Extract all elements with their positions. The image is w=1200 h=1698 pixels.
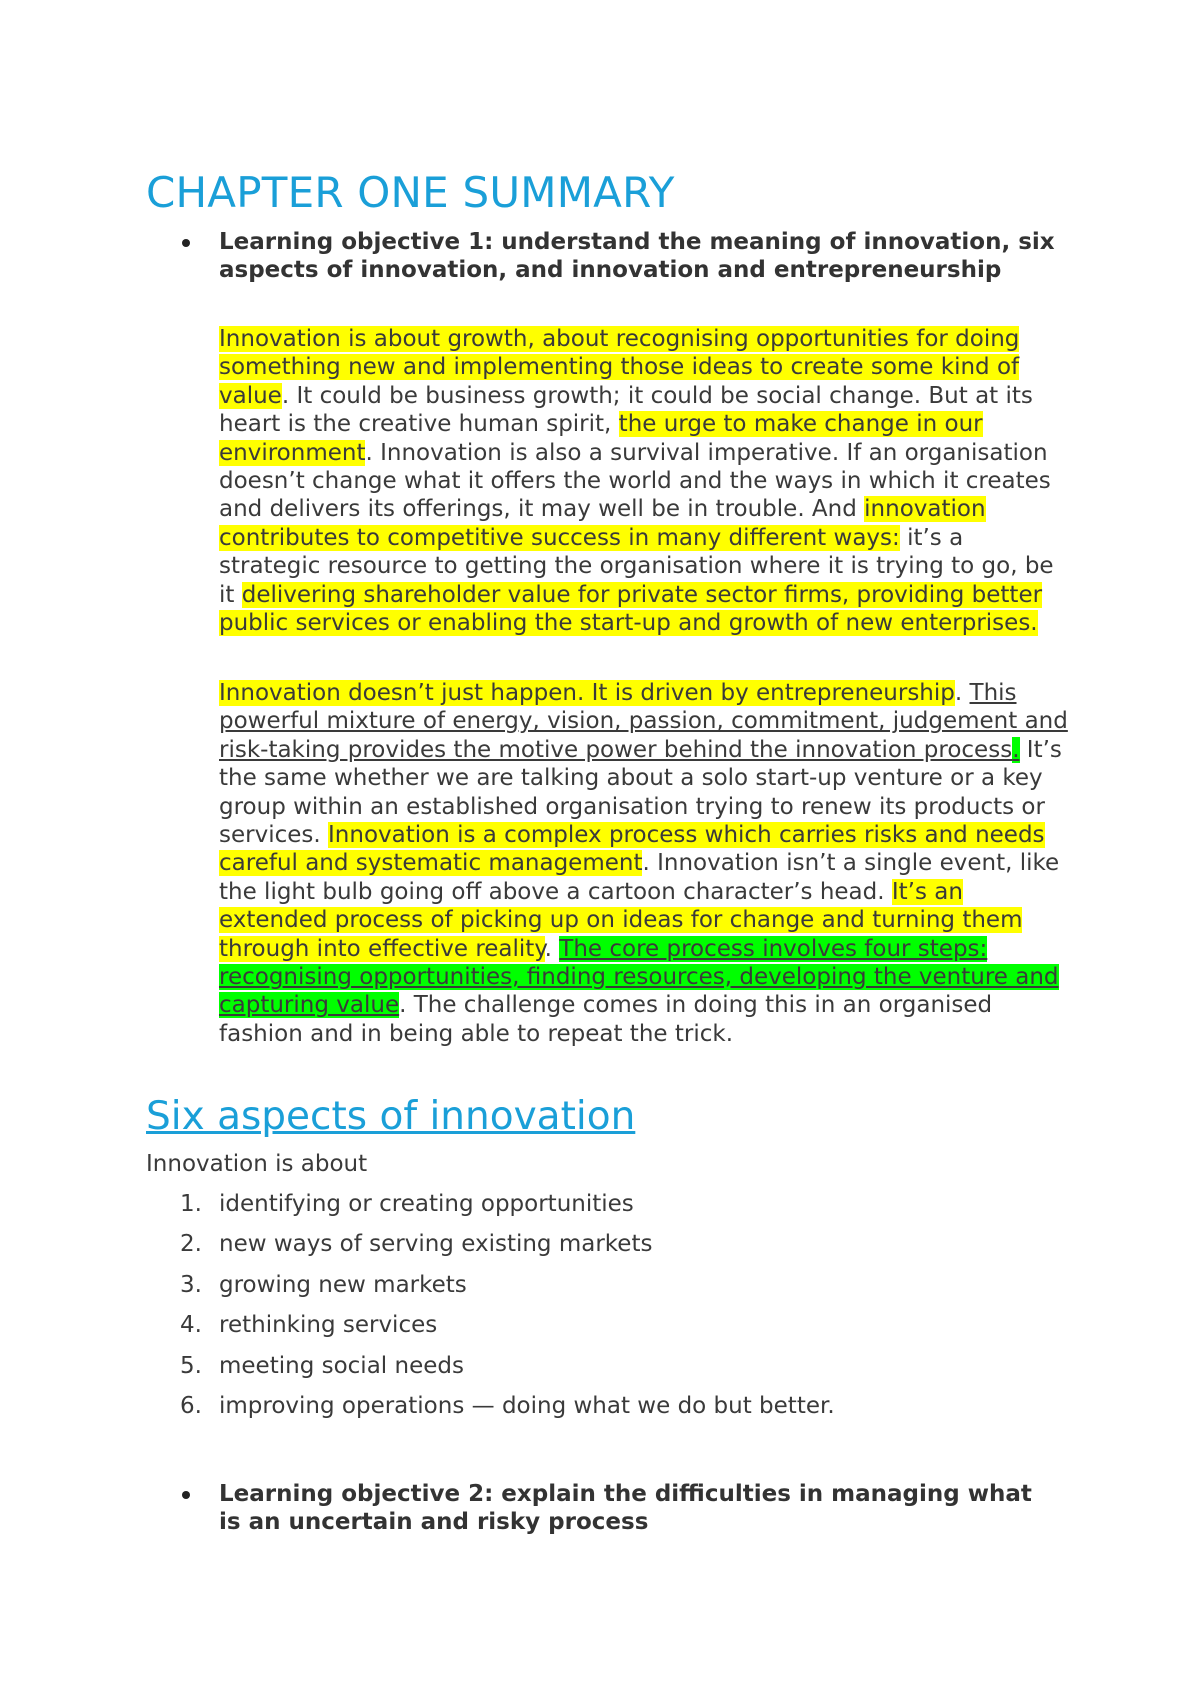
section-intro: Innovation is about xyxy=(146,1151,368,1177)
list-item-text: meeting social needs xyxy=(219,1352,464,1379)
plain-text: . Innovation isn’t a single event, like the light bulb going off above a cartoon character’s head. xyxy=(219,850,1060,905)
green-highlight-text: . xyxy=(1012,736,1020,763)
aspects-list xyxy=(146,1190,1046,1432)
highlight-text: Innovation is about growth, about recognising opportunities for doing something new and implementing those ideas to create some kind of value xyxy=(219,326,1020,409)
list-item-text: improving operations — doing what we do but better. xyxy=(219,1392,835,1419)
plain-text: . The challenge comes in doing this in an organised fashion and in being able to repeat the trick. xyxy=(219,992,993,1047)
underlined-text: This powerful mixture of energy, vision, passion, commitment, judgement and risk-taking provides the motive power behind the innovation process xyxy=(219,680,1068,763)
highlight-text: Innovation doesn’t just happen. It is driven by entrepreneurship xyxy=(219,680,955,706)
green-highlight-text: The core process involves four steps: recognising opportunities, finding resources, developing the venture and capturing value xyxy=(219,935,1059,1019)
section-heading: Six aspects of innovation xyxy=(146,1094,636,1139)
paragraph-innovation-growth xyxy=(219,325,1069,637)
list-number: 3. xyxy=(180,1271,202,1298)
plain-text: It’s the same whether we are talking about a solo start-up venture or a key group within an established organisation trying to renew its products or services. xyxy=(219,736,1062,849)
page-title: CHAPTER ONE SUMMARY xyxy=(146,168,675,217)
list-number: 1. xyxy=(180,1191,202,1217)
list-item-text: rethinking services xyxy=(219,1312,438,1339)
plain-text: . It could be business growth; it could be social change. But at its heart is the creative human spirit, xyxy=(219,382,1033,438)
highlight-text: Innovation is a complex process which carries risks and needs careful and systematic management xyxy=(219,822,1045,877)
paragraph-entrepreneurship xyxy=(219,679,1069,1048)
bullet-icon xyxy=(182,239,190,247)
list-item xyxy=(146,1352,1046,1392)
list-item-text: new ways of serving existing markets xyxy=(219,1231,653,1258)
highlight-text: It’s an extended process of picking up on ideas for change and turning them through into effective reality xyxy=(219,878,1023,962)
list-number: 5. xyxy=(180,1352,202,1379)
list-item xyxy=(146,1311,1046,1351)
highlight-text: innovation contributes to competitive success in many different ways: xyxy=(219,496,986,551)
objective-2-text: Learning objective 2: explain the difficulties in managing what is an uncertain and risky process xyxy=(219,1481,1032,1535)
list-number: 6. xyxy=(180,1392,202,1419)
plain-text: . xyxy=(954,680,970,706)
list-item-text: identifying or creating opportunities xyxy=(219,1191,634,1217)
highlight-text: delivering shareholder value for private sector firms, providing better public services or enabling the start-up and growth of new enterprises. xyxy=(219,581,1043,637)
plain-text: . Innovation is also a survival imperative. If an organisation doesn’t change what it offers the world and the ways in which it creates and delivers its offerings, it may well be in trouble. And xyxy=(219,439,1051,523)
bullet-icon xyxy=(182,1491,190,1499)
plain-text: it’s a strategic resource to getting the organisation where it is trying to go, be it xyxy=(219,524,1054,608)
list-item xyxy=(146,1190,1046,1230)
list-number: 2. xyxy=(180,1231,202,1258)
plain-text: . xyxy=(544,935,560,962)
objective-1-text: Learning objective 1: understand the meaning of innovation, six aspects of innovation, and innovation and entrepreneurship xyxy=(219,229,1055,283)
list-number: 4. xyxy=(180,1312,202,1339)
list-item-text: growing new markets xyxy=(219,1271,467,1298)
list-item xyxy=(146,1230,1046,1270)
list-item xyxy=(146,1392,1046,1432)
highlight-text: the urge to make change in our environment xyxy=(219,411,983,466)
list-item xyxy=(146,1271,1046,1311)
